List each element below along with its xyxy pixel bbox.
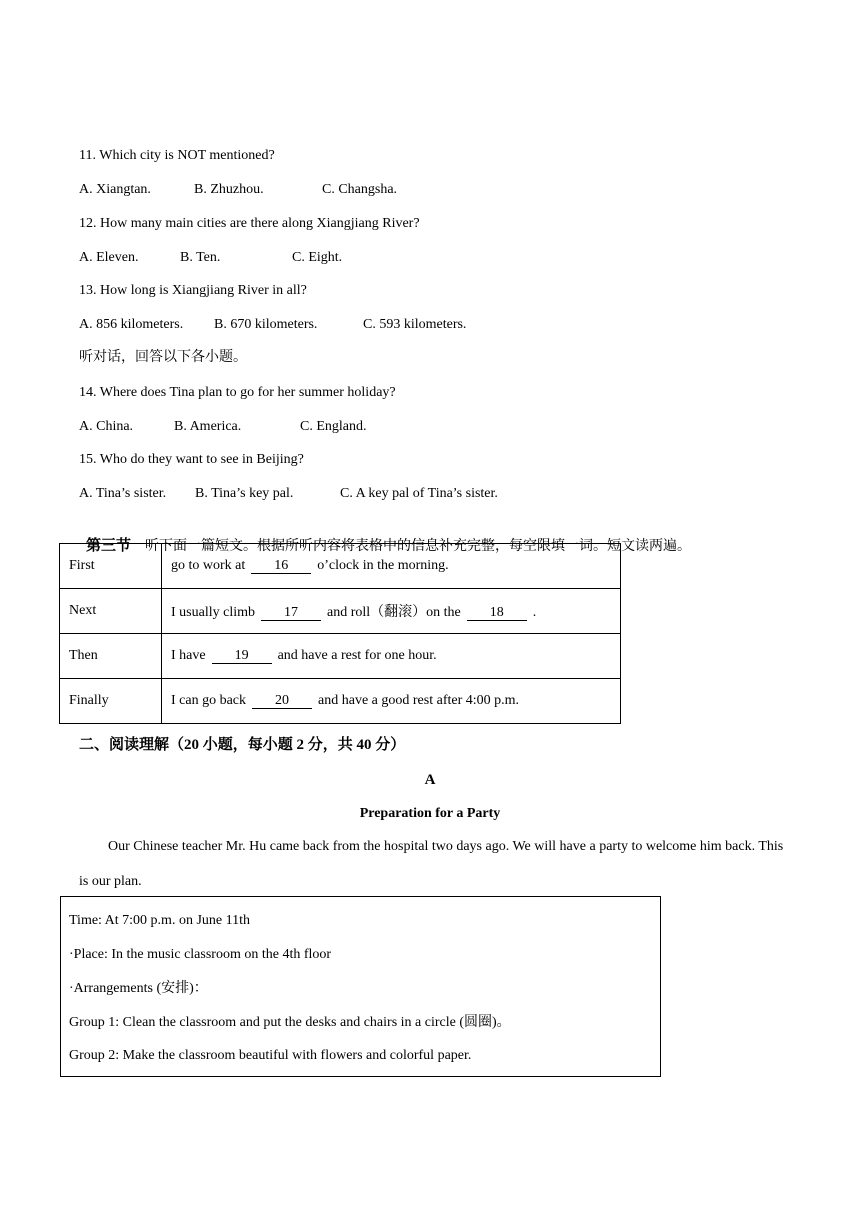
option-13-a: A. 856 kilometers. (79, 317, 184, 332)
plan-group-2: Group 2: Make the classroom beautiful with flowers and colorful paper. (69, 1048, 472, 1063)
question-15: 15. Who do they want to see in Beijing? (79, 452, 304, 467)
section-3-title: 第三节 (86, 538, 132, 554)
row-label: Finally (60, 679, 162, 724)
part-2-heading: 二、阅读理解（20 小题，每小题 2 分，共 40 分） (79, 737, 406, 753)
row-text: and have a good rest after 4:00 p.m. (318, 693, 520, 708)
plan-arrangements: ·Arrangements (安排)： (69, 981, 208, 996)
plan-box (60, 896, 661, 1077)
option-11-c: C. Changsha. (322, 182, 398, 197)
option-14-c: C. England. (300, 419, 367, 434)
option-12-a: A. Eleven. (79, 250, 139, 265)
plan-time: Time: At 7:00 p.m. on June 11th (69, 913, 250, 928)
row-text: and have a rest for one hour. (277, 648, 437, 663)
option-13-c: C. 593 kilometers. (363, 317, 467, 332)
row-text: I usually climb (171, 605, 255, 620)
row-text: I can go back (171, 693, 247, 708)
row-label: Next (60, 589, 162, 634)
row-text: o’clock in the morning. (317, 558, 449, 573)
passage-paragraph: Our Chinese teacher Mr. Hu came back from the hospital two days ago. We will have a party to welcome him back. This is our plan. (79, 839, 784, 889)
row-label: Then (60, 634, 162, 679)
option-13-b: B. 670 kilometers. (214, 317, 318, 332)
blank-18: 18 (467, 606, 527, 621)
question-14: 14. Where does Tina plan to go for her summer holiday? (79, 385, 396, 400)
table-row (60, 634, 621, 679)
dialogue-instruction: 听对话，回答以下各小题。 (79, 350, 247, 365)
row-content (162, 589, 621, 634)
blank-19: 19 (212, 649, 272, 664)
option-11-a: A. Xiangtan. (79, 182, 151, 197)
row-content (162, 634, 621, 679)
blank-20: 20 (252, 694, 312, 709)
blank-17: 17 (261, 606, 321, 621)
row-content (162, 544, 621, 589)
row-text: go to work at (171, 558, 246, 573)
option-14-a: A. China. (79, 419, 134, 434)
section-3-instruction: 听下面一篇短文。根据所听内容将表格中的信息补充完整，每空限填一词。短文读两遍。 (145, 539, 692, 554)
option-12-c: C. Eight. (292, 250, 343, 265)
question-12: 12. How many main cities are there along Xiangjiang River? (79, 216, 420, 231)
option-12-b: B. Ten. (180, 250, 221, 265)
option-11-b: B. Zhuzhou. (194, 182, 264, 197)
question-13: 13. How long is Xiangjiang River in all? (79, 283, 307, 298)
table-row (60, 544, 621, 589)
passage-letter: A (424, 772, 436, 788)
option-15-c: C. A key pal of Tina’s sister. (340, 486, 498, 501)
plan-group-1: Group 1: Clean the classroom and put the desks and chairs in a circle (圆圈)。 (69, 1015, 511, 1030)
plan-place: ·Place: In the music classroom on the 4th floor (69, 947, 332, 962)
row-text: . (532, 605, 537, 620)
table-row (60, 589, 621, 634)
option-15-b: B. Tina’s key pal. (195, 486, 294, 501)
fill-in-table (59, 543, 621, 724)
option-15-a: A. Tina’s sister. (79, 486, 167, 501)
question-11: 11. Which city is NOT mentioned? (79, 148, 275, 163)
row-content (162, 679, 621, 724)
option-14-b: B. America. (174, 419, 242, 434)
row-text: I have (171, 648, 206, 663)
blank-16: 16 (251, 559, 311, 574)
table-row (60, 679, 621, 724)
row-text: and roll（翻滚）on the (327, 605, 461, 620)
row-label: First (60, 544, 162, 589)
passage-title: Preparation for a Party (359, 806, 501, 821)
